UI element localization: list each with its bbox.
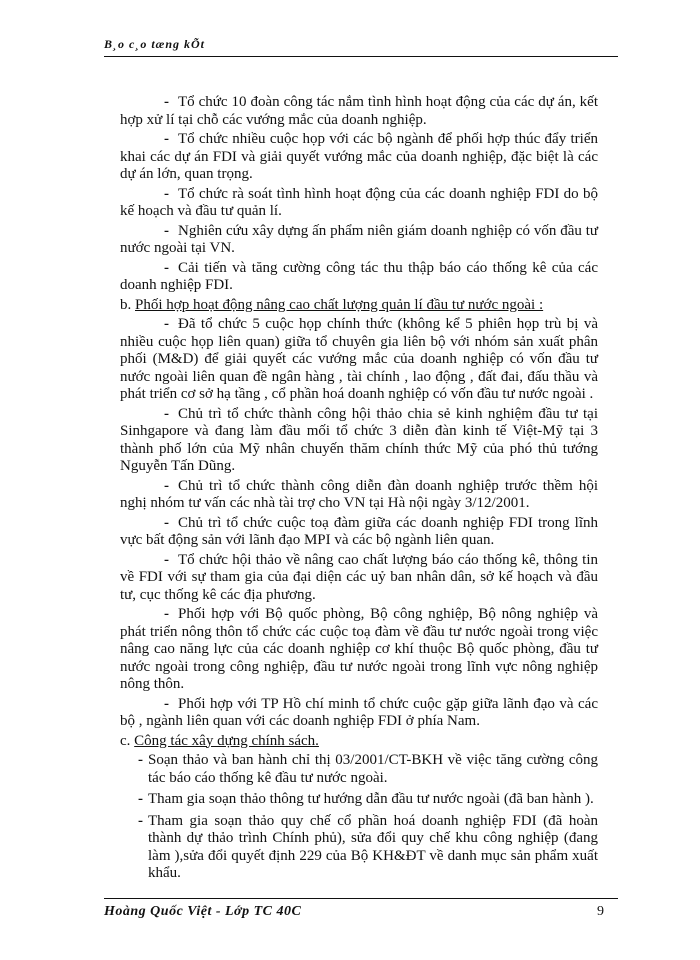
dash-bullet: - [164, 131, 169, 147]
section-b-heading [120, 297, 598, 315]
dash-bullet: - [164, 185, 169, 202]
list-item-text: Soạn thảo và ban hành chỉ thị 03/2001/CT-BKH về việc tăng cường công tác báo cáo thống kê đầu tư nước ngoài. [148, 752, 598, 786]
section-c-title: Công tác xây dựng chính sách. [134, 732, 319, 749]
dash-bullet: - [164, 606, 169, 622]
list-item [120, 94, 598, 129]
list-item-text: Phối hợp với TP Hồ chí minh tổ chức cuộc gặp giữa lãnh đạo và các bộ , ngành liên quan với các doanh nghiệp FDI ở phía Nam. [120, 695, 598, 729]
list-item [120, 406, 598, 476]
section-b-label: b. [120, 296, 132, 313]
page-number: 9 [597, 904, 604, 919]
list-item-text: Tổ chức 10 đoàn công tác nắm tình hình hoạt động của các dự án, kết hợp xử lí tại chỗ các vướng mắc của doanh nghiệp. [120, 94, 598, 128]
section-c-heading [120, 733, 598, 751]
list-item-text: Nghiên cứu xây dựng ấn phẩm niên giám doanh nghiệp có vốn đầu tư nước ngoài tại VN. [120, 222, 598, 256]
list-item [120, 223, 598, 258]
list-item-text: Tổ chức hội thảo về nâng cao chất lượng báo cáo thống kê, thông tin về FDI với sự tham gia của đại diện các uỷ ban nhân dân, sở kế hoạch và đầu tư, cục thống kê các địa phương. [120, 551, 598, 603]
list-item [120, 515, 598, 550]
list-item [120, 552, 598, 605]
list-item [120, 186, 598, 221]
dash-bullet: - [164, 551, 169, 568]
dash-bullet: - [164, 477, 169, 494]
list-item [120, 696, 598, 731]
list-item [120, 606, 598, 694]
dash-bullet: - [164, 514, 169, 531]
header-divider [104, 56, 618, 57]
list-item [120, 131, 598, 184]
section-c-label: c. [120, 732, 131, 749]
dash-bullet: - [164, 94, 169, 110]
list-item [128, 791, 598, 809]
list-item-text: Chủ trì tổ chức thành công diễn đàn doanh nghiệp trước thềm hội nghị nhóm tư vấn các nhà tài trợ cho VN tại Hà nội ngày 3/12/2001. [120, 477, 598, 511]
dash-bullet: - [164, 405, 169, 422]
list-item [128, 813, 598, 883]
list-item [120, 478, 598, 513]
page-header: B¸o c¸o tæng kÕt [104, 37, 205, 51]
dash-bullet: - [164, 259, 169, 276]
dash-bullet: - [164, 222, 169, 239]
list-item-text: Cải tiến và tăng cường công tác thu thập báo cáo thống kê của các doanh nghiệp FDI. [120, 259, 598, 293]
list-item-text: Đã tổ chức 5 cuộc họp chính thức (không kể 5 phiên họp trù bị và nhiều cuộc họp liên quan) giữa tổ chuyên gia liên bộ với nhóm sản xuất phân phối (M&D) để giải quyết các vướng mắc của doanh nghiệp có vốn đầu tư nước ngoài liên quan đề ngân hàng , tài chính , lao động , đất đai, đấu thầu và phát triển cơ sở hạ tầng , cổ phần hoá doanh nghiệp có vốn đầu tư nước ngoài . [120, 316, 598, 402]
footer-divider [104, 898, 618, 899]
dash-bullet: - [164, 695, 169, 712]
list-item-text: Tổ chức nhiều cuộc họp với các bộ ngành để phối hợp thúc đẩy triển khai các dự án FDI và giải quyết vướng mắc của doanh nghiệp, đặc biệt là các dự án lớn, quan trọng. [120, 131, 598, 182]
section-b-title: Phối hợp hoạt động nâng cao chất lượng quản lí đầu tư nước ngoài : [135, 296, 544, 313]
dash-bullet: - [138, 812, 143, 829]
list-item [128, 752, 598, 787]
page-footer: Hoàng Quốc Việt - Lớp TC 40C [104, 904, 302, 919]
list-item-text: Chủ trì tổ chức thành công hội thảo chia sẻ kinh nghiệm đầu tư tại Sinhgapore và đang làm đầu mối tổ chức 3 diễn đàn kinh tế Việt-Mỹ tại 3 thành phố lớn của Mỹ nhân chuyến thăm chính thức Mỹ của phó thủ tướng Nguyễn Tấn Dũng. [120, 405, 598, 474]
list-item [120, 316, 598, 404]
list-item-text: Tổ chức rà soát tình hình hoạt động của các doanh nghiệp FDI do bộ kế hoạch và đầu tư quản lí. [120, 185, 598, 219]
dash-bullet: - [138, 791, 143, 807]
dash-bullet: - [138, 752, 143, 768]
document-body [120, 94, 598, 887]
list-item-text: Tham gia soạn thảo thông tư hướng dẫn đầu tư nước ngoài (đã ban hành ). [148, 791, 594, 807]
list-item-text: Phối hợp với Bộ quốc phòng, Bộ công nghiệp, Bộ nông nghiệp và phát triển nông thôn tổ chức các cuộc toạ đàm về đầu tư nước ngoài trong việc nâng cao năng lực của các doanh nghiệp cơ khí thuộc Bộ quốc phòng, đầu tư nước ngoài trong công nghiệp, đầu tư nước ngoài trong lĩnh vực nông nghiệp nông thôn. [120, 606, 598, 692]
list-item [120, 260, 598, 295]
dash-bullet: - [164, 316, 169, 332]
list-item-text: Tham gia soạn thảo quy chế cổ phần hoá doanh nghiệp FDI (đã hoàn thành dự thảo trình Chính phủ), sửa đổi quy chế khu công nghiệp (đang làm ),sửa đổi quyết định 229 của Bộ KH&ĐT về danh mục sản phẩm xuất khẩu. [148, 812, 598, 881]
list-item-text: Chủ trì tổ chức cuộc toạ đàm giữa các doanh nghiệp FDI trong lĩnh vực bất động sản với lãnh đạo MPI và các bộ ngành liên quan. [120, 514, 598, 548]
